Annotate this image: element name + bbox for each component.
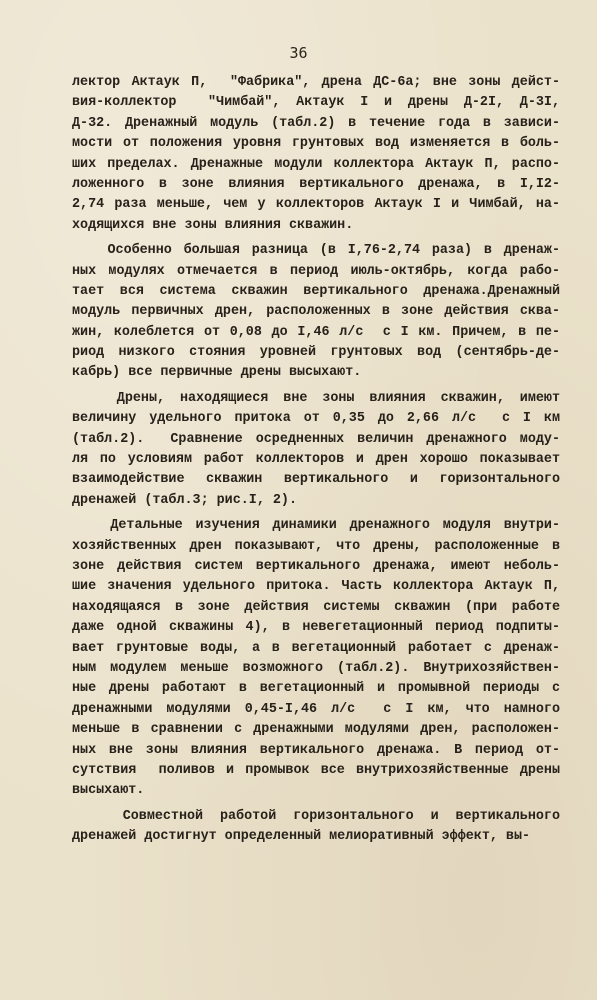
- text-line: ходящихся вне зоны влияния скважин.: [72, 217, 354, 233]
- text-line: ных модулях отмечается в период июль-октябрь, когда рабо-: [72, 263, 560, 279]
- text-line: вает грунтовые воды, а в вегетационный работает с дренаж-: [72, 640, 560, 656]
- text-line: Детальные изучения динамики дренажного модуля внутри-: [72, 518, 560, 534]
- text-line: хозяйственных дрен показывают, что дрены, расположенные в: [72, 538, 560, 554]
- text-line: модуль первичных дрен, расположенных в зоне действия сква-: [72, 304, 560, 320]
- paragraph: [72, 389, 560, 511]
- paragraph: [72, 807, 560, 848]
- text-line: взаимодействие скважин вертикального и горизонтального: [72, 472, 560, 488]
- text-line: Совместной работой горизонтального и вертикального: [72, 808, 560, 824]
- paragraph: [72, 241, 560, 384]
- text-line: мости от положения уровня грунтовых вод изменяется в боль-: [72, 136, 560, 152]
- text-line: шие значения удельного притока. Часть коллектора Актаук П,: [72, 579, 560, 595]
- text-line: зоне действия систем вертикального дренажа, имеют неболь-: [72, 558, 560, 574]
- paragraph: [72, 516, 560, 801]
- text-line: находящаяся в зоне действия системы скважин (при работе: [72, 599, 560, 615]
- text-line: Дрены, находящиеся вне зоны влияния скважин, имеют: [72, 390, 560, 406]
- text-line: дренажей (табл.3; рис.I, 2).: [72, 492, 297, 508]
- page-number: 36: [289, 44, 308, 62]
- text-line: меньше в сравнении с дренажными модулями дрен, расположен-: [72, 722, 560, 738]
- paragraph: [72, 73, 560, 236]
- text-line: ля по условиям работ коллекторов и дрен хорошо показывает: [72, 452, 560, 468]
- text-line: ложенного в зоне влияния вертикального дренажа, в I,I2-: [72, 176, 560, 192]
- text-line: ших пределах. Дренажные модули коллектора Актаук П, распо-: [72, 156, 560, 172]
- text-line: 2,74 раза меньше, чем у коллекторов Актаук I и Чимбай, на-: [72, 197, 560, 213]
- text-line: жин, колеблется от 0,08 до I,46 л/с с I км. Причем, в пе-: [72, 324, 560, 340]
- text-line: риод низкого стояния уровней грунтовых вод (сентябрь-де-: [72, 345, 560, 361]
- text-line: кабрь) все первичные дрены высыхают.: [72, 365, 362, 381]
- text-line: Д-32. Дренажный модуль (табл.2) в течение года в зависи-: [72, 115, 560, 131]
- text-line: вия-коллектор "Чимбай", Актаук I и дрены Д-2I, Д-3I,: [72, 95, 560, 111]
- text-line: дренажей достигнут определенный мелиоративный эффект, вы-: [72, 829, 531, 845]
- body-text: [72, 73, 560, 847]
- text-line: ным модулем меньше возможного (табл.2). Внутрихозяйствен-: [72, 660, 560, 676]
- text-line: тает вся система скважин вертикального дренажа.Дренажный: [72, 283, 560, 299]
- text-line: дренажными модулями 0,45-I,46 л/с с I км, что намного: [72, 701, 560, 717]
- text-line: лектор Актаук П, "Фабрика", дрена ДС-6а; вне зоны дейст-: [72, 75, 560, 90]
- text-line: высыхают.: [72, 783, 145, 799]
- text-line: сутствия поливов и промывок все внутрихозяйственные дрены: [72, 762, 560, 778]
- text-line: ных вне зоны влияния вертикального дренажа. В период от-: [72, 742, 560, 758]
- text-line: величину удельного притока от 0,35 до 2,66 л/с с I км: [72, 411, 560, 427]
- text-line: ные дрены работают в вегетационный и промывной периоды с: [72, 681, 560, 697]
- text-line: даже одной скважины 4), в невегетационный период подпиты-: [72, 620, 560, 636]
- text-line: (табл.2). Сравнение осредненных величин дренажного моду-: [72, 431, 560, 447]
- text-line: Особенно большая разница (в I,76-2,74 раза) в дренаж-: [72, 243, 560, 259]
